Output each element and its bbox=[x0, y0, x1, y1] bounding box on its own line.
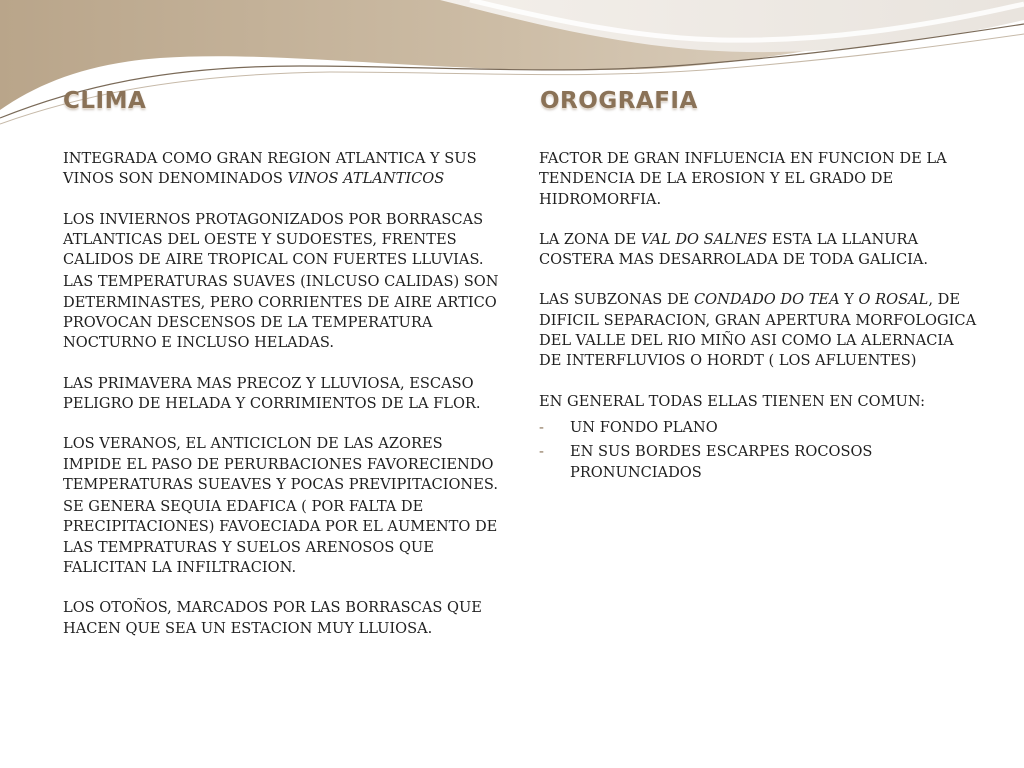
list-item: - EN SUS BORDES ESCARPES ROCOSOS PRONUNCIADOS bbox=[539, 443, 873, 481]
clima-title: CLIMA bbox=[63, 88, 147, 114]
orografia-bullet-list bbox=[539, 418, 979, 483]
vinos-atlanticos-term: VINOS ATLANTICOS bbox=[287, 170, 445, 188]
clima-paragraph-sequia: SE GENERA SEQUIA EDAFICA ( POR FALTA DE PRECIPITACIONES) FAVOECIADA POR EL AUMENTO DE LAS TEMPRATURAS Y SUELOS ARENOSOS QUE FALICITAN LA INFILTRACION. bbox=[63, 498, 498, 577]
orografia-paragraph-1: FACTOR DE GRAN INFLUENCIA EN FUNCION DE LA TENDENCIA DE LA EROSION Y EL GRADO DE HIDROMORFIA. bbox=[539, 150, 947, 208]
clima-paragraph-temperaturas: LAS TEMPERATURAS SUAVES (INLCUSO CALIDAS) SON DETERMINASTES, PERO CORRIENTES DE AIRE ARTICO PROVOCAN DESCENSOS DE LA TEMPERATURA NOCTURNO E INCLUSO HELADAS. bbox=[63, 273, 499, 352]
val-do-salnes-term: VAL DO SALNES bbox=[640, 230, 768, 248]
orografia-column bbox=[539, 149, 979, 483]
clima-paragraph-veranos: LOS VERANOS, EL ANTICICLON DE LAS AZORES IMPIDE EL PASO DE PERURBACIONES FAVORECIENDO TEMPERATURAS SUEAVES Y POCAS PREVIPITACIONES. bbox=[63, 435, 498, 493]
clima-column bbox=[63, 149, 503, 639]
orografia-paragraph-salnes: LA ZONA DE VAL DO SALNES ESTA LA LLANURA COSTERA MAS DESARROLADA DE TODA GALICIA. bbox=[539, 230, 929, 269]
clima-paragraph-inviernos: LOS INVIERNOS PROTAGONIZADOS POR BORRASCAS ATLANTICAS DEL OESTE Y SUDOESTES, FRENTES CALIDOS DE AIRE TROPICAL CON FUERTES LLUVIAS. bbox=[63, 210, 484, 269]
dash-bullet-icon: - bbox=[539, 443, 544, 461]
condado-do-tea-term: CONDADO DO TEA bbox=[693, 291, 840, 309]
clima-paragraph-1: INTEGRADA COMO GRAN REGION ATLANTICA Y SUS VINOS SON DENOMINADOS VINOS ATLANTICOS bbox=[63, 150, 477, 188]
orografia-title: OROGRAFIA bbox=[540, 88, 698, 114]
orografia-paragraph-comun: EN GENERAL TODAS ELLAS TIENEN EN COMUN: bbox=[539, 392, 926, 410]
decorative-wave-header bbox=[0, 0, 1024, 130]
orografia-paragraph-subzonas: LAS SUBZONAS DE CONDADO DO TEA Y O ROSAL, DE DIFICIL SEPARACION, GRAN APERTURA MORFOLOGICA DEL VALLE DEL RIO MIÑO ASI COMO LA ALERNACIA DE INTERFLUVIOS O HORDT ( LOS AFLUENTES) bbox=[539, 291, 977, 370]
o-rosal-term: O ROSAL bbox=[858, 291, 929, 309]
clima-paragraph-otonos: LOS OTOÑOS, MARCADOS POR LAS BORRASCAS QUE HACEN QUE SEA UN ESTACION MUY LLUIOSA. bbox=[63, 599, 482, 637]
clima-paragraph-primavera: LAS PRIMAVERA MAS PRECOZ Y LLUVIOSA, ESCASO PELIGRO DE HELADA Y CORRIMIENTOS DE LA FLOR. bbox=[63, 374, 481, 412]
dash-bullet-icon: - bbox=[539, 418, 544, 436]
list-item: - UN FONDO PLANO bbox=[539, 418, 979, 438]
